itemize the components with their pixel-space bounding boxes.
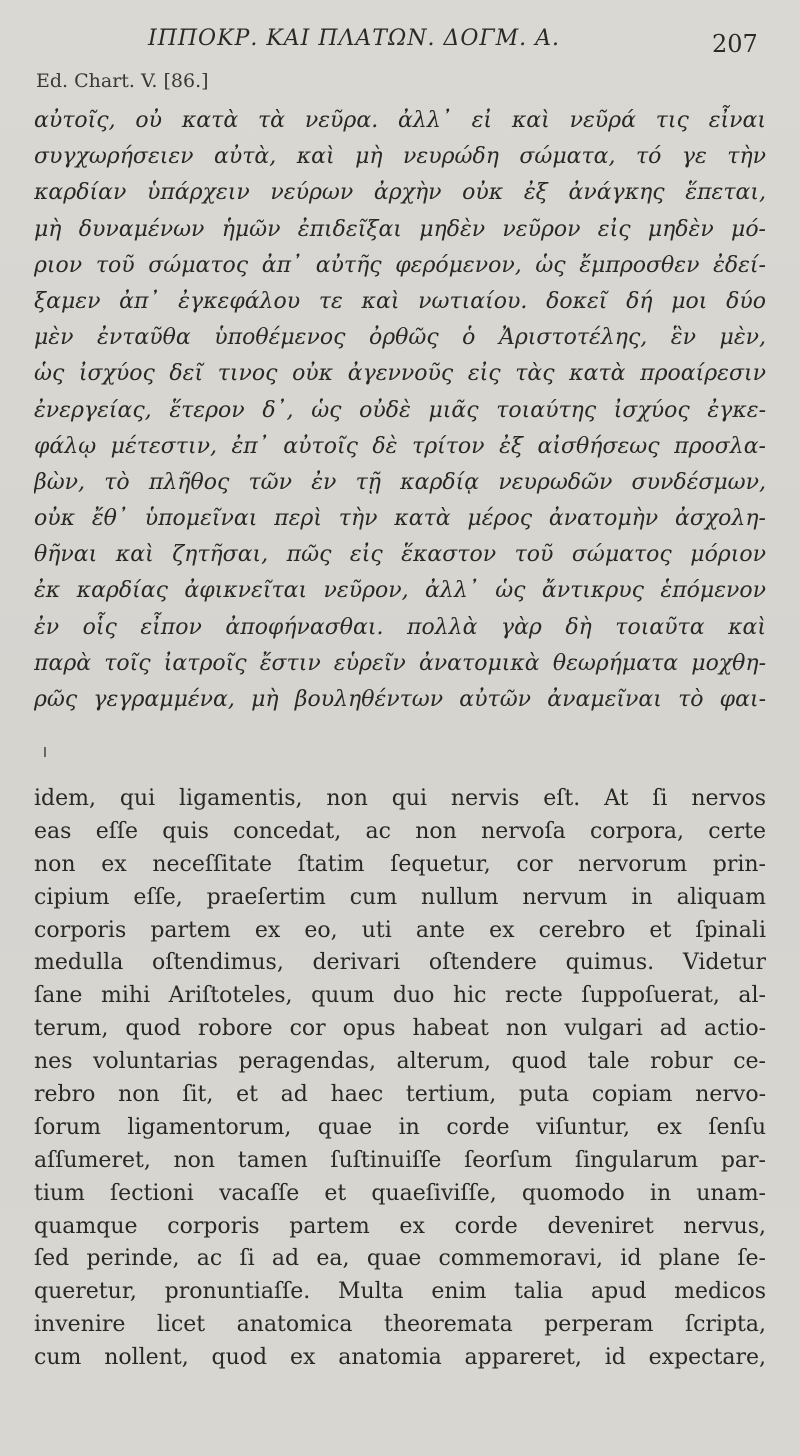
latin-line: nes voluntarias peragendas, alterum, quod tale robur ce- — [34, 1049, 766, 1075]
latin-line: ſane mihi Ariſtoteles, quum duo hic recte ſuppoſuerat, al- — [34, 983, 766, 1009]
stray-ink-mark — [44, 747, 46, 757]
greek-line: μὴ δυναμένων ἡμῶν ἐπιδεῖξαι μηδὲν νεῦρον εἰς μηδὲν μό- — [34, 216, 766, 242]
latin-line: quamque corporis partem ex corde deveniret nervus, — [34, 1213, 766, 1239]
latin-text-block — [34, 783, 766, 1375]
latin-line: tium ſectioni vacaſſe et quaeſiviſſe, quomodo in unam- — [34, 1180, 766, 1206]
greek-line: βὼν, τὸ πλῆθος τῶν ἐν τῇ καρδίᾳ νευρωδῶν συνδέσμων, — [34, 469, 766, 495]
greek-line: καρδίαν ὑπάρχειν νεύρων ἀρχὴν οὐκ ἐξ ἀνάγκης ἕπεται, — [34, 180, 766, 206]
greek-line: ἐν οἷς εἶπον ἀποφήνασθαι. πολλὰ γὰρ δὴ τοιαῦτα καὶ — [34, 614, 766, 640]
greek-text-block — [34, 103, 766, 718]
latin-line: terum, quod robore cor opus habeat non vulgari ad actio- — [34, 1016, 766, 1042]
latin-line: cipium eſſe, praeſertim cum nullum nervum in aliquam — [34, 884, 766, 910]
latin-line: medulla oſtendimus, derivari oſtendere quimus. Videtur — [34, 950, 766, 976]
greek-line: θῆναι καὶ ζητῆσαι, πῶς εἰς ἕκαστον τοῦ σώματος μόριον — [34, 542, 766, 568]
greek-line: ἐκ καρδίας ἀφικνεῖται νεῦρον, ἀλλ᾽ ὡς ἄντικρυς ἑπόμενον — [34, 578, 766, 604]
latin-line: ſed perinde, ac ſi ad ea, quae commemoravi, id plane ſe- — [34, 1246, 766, 1272]
latin-line: non ex neceſſitate ſtatim ſequetur, cor nervorum prin- — [34, 851, 766, 877]
greek-line: ριον τοῦ σώματος ἀπ᾽ αὐτῆς φερόμενον, ὡς ἔμπροσθεν ἐδεί- — [34, 252, 766, 278]
greek-line: αὐτοῖς, οὐ κατὰ τὰ νεῦρα. ἀλλ᾽ εἰ καὶ νεῦρά τις εἶναι — [34, 108, 766, 133]
greek-line: ξαμεν ἀπ᾽ ἐγκεφάλου τε καὶ νωτιαίου. δοκεῖ δή μοι δύο — [34, 288, 766, 314]
page-number: 207 — [712, 30, 758, 58]
greek-line: ἐνεργείας, ἕτερον δ᾽, ὡς οὐδὲ μιᾶς τοιαύτης ἰσχύος ἐγκε- — [34, 397, 766, 423]
greek-line: ρῶς γεγραμμένα, μὴ βουληθέντων αὐτῶν ἀναμεῖναι τὸ φαι- — [34, 687, 766, 712]
latin-line: cum nollent, quod ex anatomia appareret, id expectare, — [34, 1345, 766, 1371]
greek-line: ὡς ἰσχύος δεῖ τινος οὐκ ἀγεννοῦς εἰς τὰς κατὰ προαίρεσιν — [34, 361, 766, 387]
greek-line: φάλῳ μέτεστιν, ἐπ᾽ αὐτοῖς δὲ τρίτον ἐξ αἰσθήσεως προσλα- — [34, 433, 766, 459]
latin-line: eas eſſe quis concedat, ac non nervoſa corpora, certe — [34, 818, 766, 844]
latin-line: ſorum ligamentorum, quae in corde viſuntur, ex ſenſu — [34, 1114, 766, 1140]
greek-line: οὐκ ἔθ᾽ ὑπομεῖναι περὶ τὴν κατὰ μέρος ἀνατομὴν ἀσχολη- — [34, 506, 766, 532]
greek-line: μὲν ἐνταῦθα ὑποθέμενος ὀρθῶς ὁ Ἀριστοτέλης, ἓν μὲν, — [34, 325, 766, 351]
greek-line: παρὰ τοῖς ἰατροῖς ἔστιν εὑρεῖν ἀνατομικὰ θεωρήματα μοχθη- — [34, 650, 766, 676]
latin-line: rebro non ſit, et ad haec tertium, puta copiam nervo- — [34, 1082, 766, 1108]
latin-line: queretur, pronuntiaſſe. Multa enim talia apud medicos — [34, 1279, 766, 1305]
latin-line: aſſumeret, non tamen ſuſtinuiſſe ſeorſum ſingularum par- — [34, 1147, 766, 1173]
latin-line: invenire licet anatomica theoremata perperam ſcripta, — [34, 1312, 766, 1338]
edition-reference: Ed. Chart. V. [86.] — [36, 70, 209, 92]
running-head: ΙΠΠΟΚΡ. ΚΑΙ ΠΛΑΤΩΝ. ΔΟΓΜ. Α. — [148, 26, 561, 51]
greek-line: συγχωρήσειεν αὐτὰ, καὶ μὴ νευρώδη σώματα, τό γε τὴν — [34, 144, 766, 170]
latin-line: idem, qui ligamentis, non qui nervis eſt. At ſi nervos — [34, 786, 766, 811]
latin-line: corporis partem ex eo, uti ante ex cerebro et ſpinali — [34, 917, 766, 943]
